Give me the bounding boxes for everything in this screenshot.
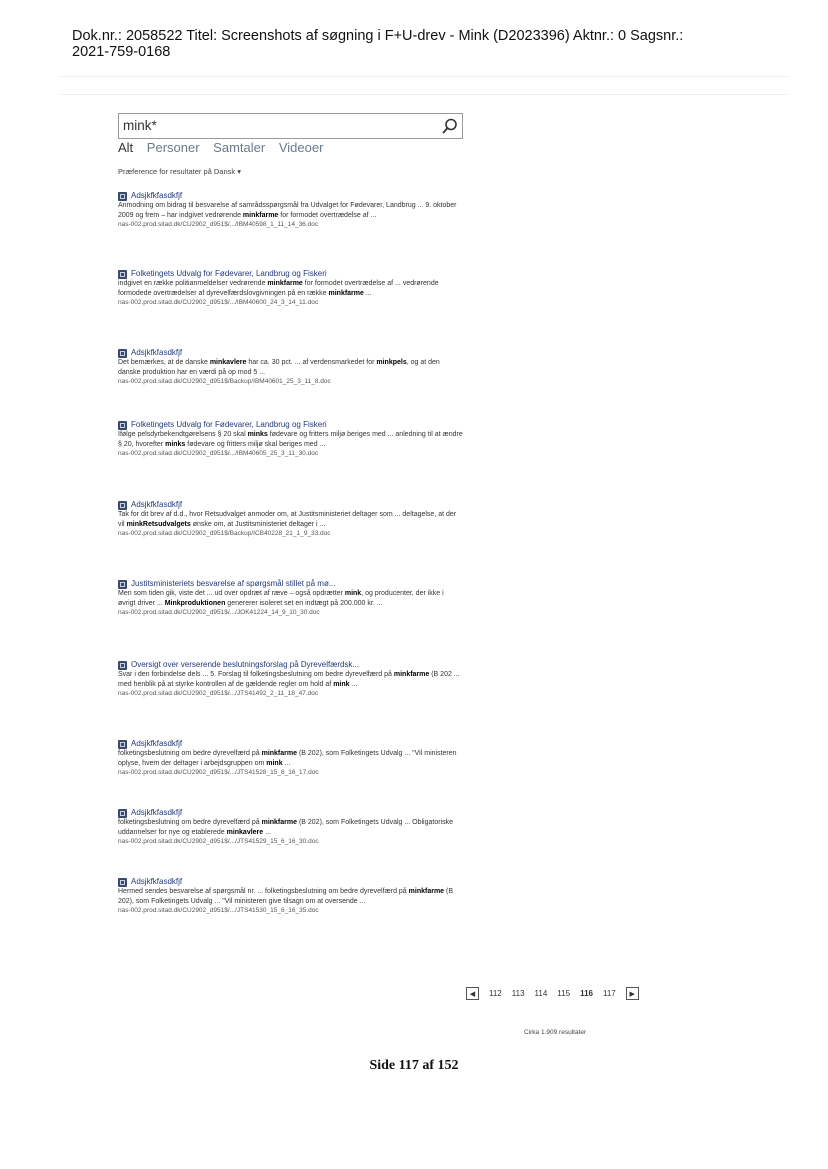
result-title-link[interactable] [118,739,463,749]
result-title-link[interactable] [118,808,463,818]
result-item [118,877,463,937]
page-link-current[interactable]: 116 [580,989,593,998]
result-title: Folketingets Udvalg for Fødevarer, Landbrug og Fiskeri [131,269,327,278]
language-preference-label: Præference for resultater på Dansk [118,167,236,176]
result-title: Folketingets Udvalg for Fødevarer, Landbrug og Fiskeri [131,420,327,429]
tab-personer[interactable]: Personer [146,140,200,155]
result-item [118,808,463,877]
chevron-left-icon: ◀ [469,990,476,998]
document-icon [118,501,127,510]
search-box [118,113,463,139]
page-link[interactable]: 113 [511,989,525,998]
tab-videoer[interactable]: Videoer [278,140,324,155]
document-icon [118,421,127,430]
result-item [118,420,463,500]
result-title-link[interactable] [118,269,463,279]
result-item [118,500,463,579]
result-snippet: folketingsbeslutning om bedre dyrevelfærd på minkfarme (B 202), som Folketingets Udvalg ... "Vil ministeren oplyse, hvem der deltager i arbejdsgruppen om mink ... [118,750,457,767]
result-title-link[interactable] [118,877,463,887]
result-title: Adsjkfkfasdkfjf [131,739,183,748]
result-title: Adsjkfkfasdkfjf [131,191,183,200]
result-title: Justitsministeriets besvarelse af spørgsmål stillet på mø... [131,579,336,588]
result-item [118,348,463,420]
header-line-1: Dok.nr.: 2058522 Titel: Screenshots af søgning i F+U-drev - Mink (D2023396) Aktnr.: 0 Sagsnr.: [72,28,684,44]
tab-alt[interactable]: Alt [118,140,134,155]
results-list [118,191,463,937]
result-title-link[interactable] [118,420,463,430]
search-button[interactable] [441,117,459,135]
result-snippet: folketingsbeslutning om bedre dyrevelfærd på minkfarme (B 202), som Folketingets Udvalg ... Obligatoriske uddannelser for nye og etablerede minkavlere ... [118,819,454,836]
result-item [118,739,463,808]
result-title-link[interactable] [118,348,463,358]
page-footer: Side 117 af 152 [369,1058,459,1073]
result-item [118,660,463,739]
result-title: Oversigt over verserende beslutningsforslag på Dyrevelfærdsk... [131,660,360,669]
scan-artifact-line [60,76,788,77]
result-title-link[interactable] [118,660,463,670]
result-title: Adsjkfkfasdkfjf [131,808,183,817]
pagination [466,987,639,1000]
chevron-down-icon: ▾ [237,167,241,176]
document-icon [118,878,127,887]
search-tabs [118,140,333,155]
result-url[interactable]: nas-002.prod.sitad.dk/CU2902_d951$/.../JOK41224_14_9_10_30.doc [118,609,320,616]
document-icon [118,192,127,201]
header-line-2: 2021-759-0168 [72,44,171,60]
search-bar [118,113,463,139]
result-snippet: Men som tiden gik, viste det ... ud over opdræt af ræve – også opdrætter mink, og producenter, der ikke i øvrigt driver ... Minkproduktionen genererer isoleret set en indtægt på 200.000 kr. ... [118,590,444,607]
prev-page-button[interactable] [466,987,479,1000]
result-url[interactable]: nas-002.prod.sitad.dk/CU2902_d951$/.../JTS41492_2_11_18_47.doc [118,690,319,697]
language-preference[interactable] [118,167,241,176]
result-title: Adsjkfkfasdkfjf [131,877,183,886]
tab-samtaler[interactable]: Samtaler [213,140,266,155]
result-snippet: Ifølge pelsdyrbekendtgørelsens § 20 skal minks fødevare og fritters miljø beriges med ... anledning til at ændre § 20, hvorefter minks fødevare og fritters miljø skal beriges med ... [118,431,463,448]
result-url[interactable]: nas-002.prod.sitad.dk/CU2902_d951$/Backup/IBM40601_25_3_11_8.doc [118,378,331,385]
result-item [118,191,463,269]
document-icon [118,661,127,670]
page-link[interactable]: 114 [534,989,548,998]
document-icon [118,270,127,279]
result-title: Adsjkfkfasdkfjf [131,500,183,509]
document-icon [118,809,127,818]
result-count: Cirka 1.909 resultater [524,1029,587,1036]
document-icon [118,580,127,589]
document-icon [118,349,127,358]
page-link[interactable]: 115 [557,989,571,998]
document-header [72,28,792,60]
next-page-button[interactable] [626,987,639,1000]
result-snippet: Anmodning om bidrag til besvarelse af samrådsspørgsmål fra Udvalget for Fødevarer, Landbrug ... 9. oktober 2009 og frem – har indgivet vedrørende minkfarme for formodet overtrædelse af ... [118,202,457,219]
result-title-link[interactable] [118,500,463,510]
result-snippet: Hermed sendes besvarelse af spørgsmål nr. ... folketingsbeslutning om bedre dyrevelfærd på minkfarme (B 202), som Folketingets Udvalg ... "Vil ministeren give tilsagn om at oversende ... [118,888,454,905]
result-item [118,579,463,660]
chevron-right-icon: ▶ [629,990,635,998]
result-snippet: Tak for dit brev af d.d., hvor Retsudvalget anmoder om, at Justitsministeriet deltager som ... deltagelse, at der vil minkRetsudvalgets ønske om, at Justitsministeriet deltager i ... [118,511,457,528]
page-link[interactable]: 112 [489,989,502,998]
result-url[interactable]: nas-002.prod.sitad.dk/CU2902_d951$/.../IBM40605_25_3_11_30.doc [118,450,319,457]
result-snippet: Det bemærkes, at de danske minkavlere har ca. 30 pct. ... af verdensmarkedet for minkpels, og at den danske produktion har en værdi på op mod 5 ... [118,359,440,376]
document-icon [118,740,127,749]
result-title-link[interactable] [118,191,463,201]
result-url[interactable]: nas-002.prod.sitad.dk/CU2902_d951$/.../IBM40598_1_11_14_36.doc [118,221,319,228]
result-url[interactable]: nas-002.prod.sitad.dk/CU2902_d951$/.../IBM40600_24_3_14_11.doc [118,299,319,306]
search-icon [441,117,459,135]
result-title: Adsjkfkfasdkfjf [131,348,183,357]
result-url[interactable]: nas-002.prod.sitad.dk/CU2902_d951$/.../JTS41529_15_6_16_30.doc [118,838,319,845]
result-title-link[interactable] [118,579,463,589]
scan-artifact-line [60,94,788,95]
search-input[interactable] [123,116,423,134]
result-snippet: Svar i den forbindelse dels ... 5. Forslag til folketingsbeslutning om bedre dyrevelfærd på minkfarme (B 202 ... med henblik på at styrke kontrollen af de gældende regler om hold af mink ... [118,671,460,688]
result-url[interactable]: nas-002.prod.sitad.dk/CU2902_d951$/.../JTS41528_15_6_16_17.doc [118,769,319,776]
result-snippet: indgivet en række politianmeldelser vedrørende minkfarme for formodet overtrædelse af ... vedrørende formodede overtrædelser af dyrevelfærdslovgivningen på en række minkfarme ... [118,280,439,297]
result-url[interactable]: nas-002.prod.sitad.dk/CU2902_d951$/.../JTS41530_15_6_16_35.doc [118,907,319,914]
result-item [118,269,463,348]
page-link[interactable]: 117 [602,989,616,998]
result-url[interactable]: nas-002.prod.sitad.dk/CU2902_d951$/Backup/ICB40228_21_1_9_33.doc [118,530,331,537]
